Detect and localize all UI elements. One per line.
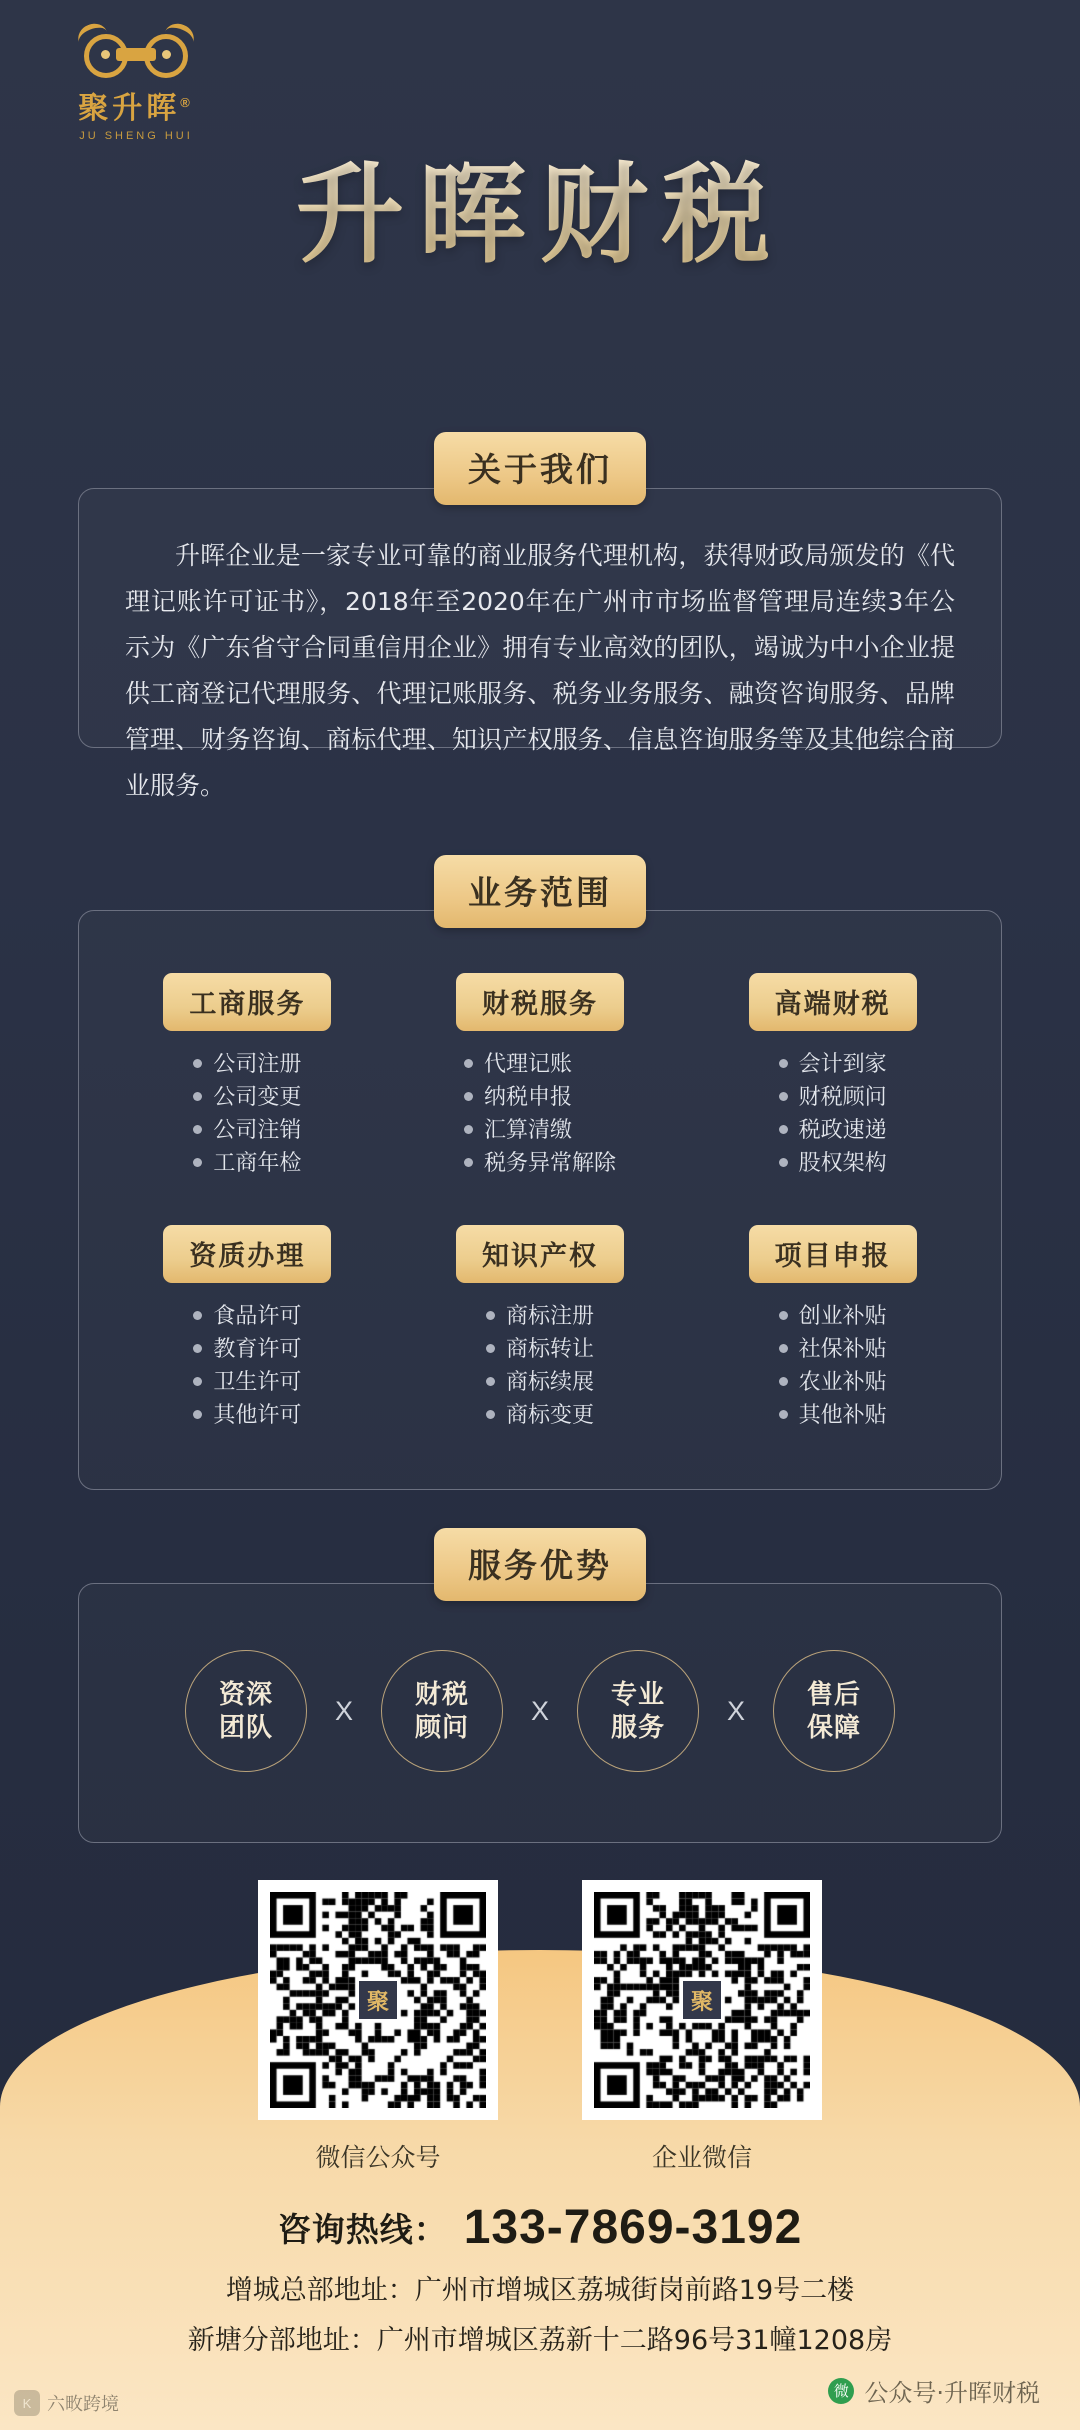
qr-block-official-account bbox=[258, 1880, 498, 2174]
list-item bbox=[486, 1332, 594, 1365]
advantage-line2: 保障 bbox=[807, 1712, 862, 1742]
bullet-icon bbox=[486, 1410, 495, 1419]
list-item bbox=[779, 1332, 887, 1365]
bullet-icon bbox=[464, 1092, 473, 1101]
scope-grid bbox=[79, 973, 1001, 1431]
advantage-circle bbox=[185, 1650, 307, 1772]
scope-category bbox=[101, 1225, 394, 1431]
list-item bbox=[779, 1398, 887, 1431]
official-account-watermark bbox=[828, 2373, 1040, 2408]
list-item bbox=[779, 1047, 887, 1080]
corner-watermark bbox=[14, 2390, 119, 2416]
list-item bbox=[193, 1398, 301, 1431]
list-item-label: 农业补贴 bbox=[798, 1369, 887, 1394]
scope-item-list bbox=[486, 1299, 594, 1431]
list-item bbox=[193, 1365, 301, 1398]
bullet-icon bbox=[779, 1344, 788, 1353]
logo-mark-icon bbox=[72, 22, 200, 79]
list-item bbox=[779, 1146, 887, 1179]
scope-category bbox=[101, 973, 394, 1179]
scope-category-title: 财税服务 bbox=[456, 973, 624, 1031]
list-item-label: 食品许可 bbox=[213, 1303, 302, 1328]
list-item-label: 工商年检 bbox=[213, 1150, 302, 1175]
app-logo-icon: K bbox=[14, 2390, 40, 2416]
logo-chinese-name bbox=[78, 83, 194, 127]
scope-item-list bbox=[193, 1299, 301, 1431]
list-item-label: 商标转让 bbox=[505, 1336, 594, 1361]
advantage-line1: 售后 bbox=[807, 1679, 862, 1709]
advantage-line1: 资深 bbox=[218, 1679, 273, 1709]
advantage-line1: 财税 bbox=[414, 1679, 469, 1709]
about-panel bbox=[78, 488, 1002, 800]
multiply-icon: X bbox=[334, 1695, 353, 1726]
scope-item-list bbox=[464, 1047, 616, 1179]
hotline-number[interactable]: 133-7869-3192 bbox=[463, 2201, 803, 2254]
list-item bbox=[779, 1365, 887, 1398]
advantage-line2: 顾问 bbox=[414, 1712, 469, 1742]
bullet-icon bbox=[486, 1377, 495, 1386]
advantage-circle bbox=[773, 1650, 895, 1772]
list-item-label: 教育许可 bbox=[213, 1336, 302, 1361]
list-item bbox=[486, 1299, 594, 1332]
list-item bbox=[486, 1365, 594, 1398]
scope-item-list bbox=[193, 1047, 301, 1179]
list-item-label: 其他补贴 bbox=[798, 1402, 887, 1427]
list-item-label: 汇算清缴 bbox=[483, 1117, 572, 1142]
qr-caption: 微信公众号 bbox=[315, 2143, 441, 2172]
scope-item-list bbox=[779, 1047, 887, 1179]
qr-center-logo: 聚 bbox=[680, 1978, 724, 2022]
section-heading-scope: 业务范围 bbox=[434, 855, 646, 928]
scope-category bbox=[686, 1225, 979, 1431]
advantage-line2: 服务 bbox=[610, 1712, 665, 1742]
scope-category-title: 项目申报 bbox=[749, 1225, 917, 1283]
list-item bbox=[193, 1080, 301, 1113]
scope-panel bbox=[78, 910, 1002, 1490]
multiply-icon: X bbox=[530, 1695, 549, 1726]
bullet-icon bbox=[193, 1059, 202, 1068]
bullet-icon bbox=[193, 1158, 202, 1167]
qr-caption: 企业微信 bbox=[651, 2143, 752, 2172]
list-item-label: 纳税申报 bbox=[483, 1084, 572, 1109]
list-item bbox=[193, 1299, 301, 1332]
list-item-label: 代理记账 bbox=[483, 1051, 572, 1076]
wechat-icon: 微 bbox=[828, 2378, 854, 2404]
advantages-panel bbox=[78, 1583, 1002, 1843]
bullet-icon bbox=[193, 1410, 202, 1419]
page-title: 升晖财税 bbox=[0, 128, 1080, 283]
bullet-icon bbox=[779, 1059, 788, 1068]
advantage-line1: 专业 bbox=[610, 1679, 665, 1709]
list-item bbox=[779, 1299, 887, 1332]
bullet-icon bbox=[779, 1092, 788, 1101]
list-item bbox=[779, 1080, 887, 1113]
corner-watermark-label: 六畋跨境 bbox=[47, 2394, 119, 2414]
list-item-label: 创业补贴 bbox=[798, 1303, 887, 1328]
list-item-label: 公司注销 bbox=[213, 1117, 302, 1142]
scope-category bbox=[394, 1225, 687, 1431]
hotline-label: 咨询热线： bbox=[277, 2210, 448, 2249]
scope-category bbox=[394, 973, 687, 1179]
list-item bbox=[464, 1146, 616, 1179]
list-item-label: 卫生许可 bbox=[213, 1369, 302, 1394]
bullet-icon bbox=[779, 1125, 788, 1134]
list-item-label: 公司变更 bbox=[213, 1084, 302, 1109]
qr-code-image[interactable] bbox=[582, 1880, 822, 2120]
address-headquarters: 增城总部地址：广州市增城区荔城街岗前路19号二楼 bbox=[225, 2275, 855, 2306]
advantage-circle bbox=[381, 1650, 503, 1772]
list-item-label: 其他许可 bbox=[213, 1402, 302, 1427]
list-item bbox=[464, 1047, 616, 1080]
scope-category bbox=[686, 973, 979, 1179]
bullet-icon bbox=[779, 1410, 788, 1419]
section-heading-about: 关于我们 bbox=[434, 432, 646, 505]
bullet-icon bbox=[464, 1059, 473, 1068]
qr-block-enterprise-wechat bbox=[582, 1880, 822, 2174]
qr-center-logo: 聚 bbox=[356, 1978, 400, 2022]
company-logo bbox=[46, 22, 226, 142]
list-item-label: 商标变更 bbox=[505, 1402, 594, 1427]
list-item-label: 税务异常解除 bbox=[483, 1150, 616, 1175]
bullet-icon bbox=[193, 1377, 202, 1386]
list-item-label: 社保补贴 bbox=[798, 1336, 887, 1361]
list-item bbox=[779, 1113, 887, 1146]
about-body-text: 升晖企业是一家专业可靠的商业服务代理机构，获得财政局颁发的《代理记账许可证书》，2018年至2020年在广州市市场监督管理局连续3年公示为《广东省守合同重信用企业》拥有专业高效的团队，竭诚为中小企业提供工商登记代理服务、代理记账服务、税务业务服务、融资咨询服务、品牌管理、财务咨询、商标代理、知识产权服务、信息咨询服务等及其他综合商业服务。 bbox=[125, 541, 955, 800]
scope-category-title: 工商服务 bbox=[163, 973, 331, 1031]
bullet-icon bbox=[464, 1158, 473, 1167]
scope-category-title: 资质办理 bbox=[163, 1225, 331, 1283]
list-item-label: 会计到家 bbox=[798, 1051, 887, 1076]
list-item-label: 公司注册 bbox=[213, 1051, 302, 1076]
list-item bbox=[193, 1047, 301, 1080]
bullet-icon bbox=[193, 1125, 202, 1134]
logo-chinese-text: 聚升晖 bbox=[78, 92, 181, 125]
official-account-label: 公众号·升晖财税 bbox=[864, 2379, 1040, 2407]
bullet-icon bbox=[193, 1311, 202, 1320]
list-item bbox=[193, 1146, 301, 1179]
section-heading-advantages: 服务优势 bbox=[434, 1528, 646, 1601]
address-branch: 新塘分部地址：广州市增城区荔新十二路96号31幢1208房 bbox=[187, 2325, 893, 2356]
list-item bbox=[464, 1113, 616, 1146]
hotline bbox=[0, 2200, 1080, 2255]
bullet-icon bbox=[779, 1377, 788, 1386]
bullet-icon bbox=[193, 1092, 202, 1101]
qr-code-image[interactable] bbox=[258, 1880, 498, 2120]
scope-category-title: 知识产权 bbox=[456, 1225, 624, 1283]
list-item-label: 财税顾问 bbox=[798, 1084, 887, 1109]
advantage-line2: 团队 bbox=[218, 1712, 273, 1742]
advantage-circle bbox=[577, 1650, 699, 1772]
bullet-icon bbox=[779, 1158, 788, 1167]
bullet-icon bbox=[486, 1344, 495, 1353]
list-item-label: 税政速递 bbox=[798, 1117, 887, 1142]
qr-row bbox=[0, 1880, 1080, 2174]
multiply-icon: X bbox=[727, 1695, 746, 1726]
list-item bbox=[193, 1113, 301, 1146]
bullet-icon bbox=[779, 1311, 788, 1320]
bullet-icon bbox=[464, 1125, 473, 1134]
bullet-icon bbox=[193, 1344, 202, 1353]
scope-category-title: 高端财税 bbox=[749, 973, 917, 1031]
list-item bbox=[486, 1398, 594, 1431]
advantages-row bbox=[79, 1650, 1001, 1772]
list-item-label: 商标注册 bbox=[505, 1303, 594, 1328]
bullet-icon bbox=[486, 1311, 495, 1320]
list-item-label: 股权架构 bbox=[798, 1150, 887, 1175]
list-item bbox=[464, 1080, 616, 1113]
registered-trademark-icon: ® bbox=[180, 95, 194, 110]
scope-item-list bbox=[779, 1299, 887, 1431]
list-item-label: 商标续展 bbox=[505, 1369, 594, 1394]
list-item bbox=[193, 1332, 301, 1365]
